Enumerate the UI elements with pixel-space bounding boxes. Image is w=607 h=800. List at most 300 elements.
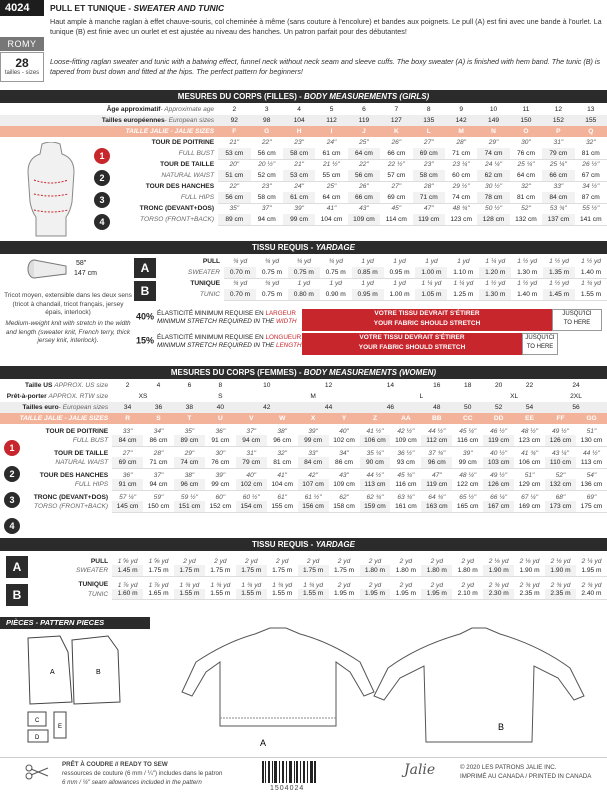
- imperial-cell: 34": [339, 449, 349, 457]
- metric-cell: 69 cm: [112, 457, 143, 468]
- imperial-cell: 44 ½": [366, 471, 384, 479]
- measurement-number-badge: 1: [94, 148, 110, 164]
- imperial-cell: 30": [215, 449, 226, 457]
- yardage-row-metric: [134, 289, 607, 300]
- imperial-cell: 2 yd: [368, 581, 382, 589]
- metric-cell: 109 cm: [348, 214, 380, 225]
- metric-cell: 107 cm: [298, 479, 329, 490]
- imperial-cell: 34": [153, 427, 164, 435]
- imperial-cell: 49 ½": [551, 427, 569, 435]
- stretch-target-box: [552, 309, 602, 331]
- eu-label: [0, 115, 218, 126]
- metric-cell: 106 cm: [514, 457, 545, 468]
- metric-cell: 104 cm: [267, 479, 298, 490]
- metric-cell: 96 cm: [174, 479, 205, 490]
- eu-size-cell: 54: [514, 402, 545, 413]
- imperial-cell: 2 yd: [214, 558, 227, 565]
- stretch-target-box: [522, 333, 558, 355]
- metric-cell: 99 cm: [298, 435, 329, 446]
- metric-cell: 1.55 m: [205, 589, 236, 600]
- imperial-cell: 22": [359, 161, 369, 169]
- metric-cell: 1.05 m: [415, 289, 447, 300]
- measurement-label-en-text: FULL BUST: [72, 437, 109, 444]
- imperial-cell: 35": [184, 427, 195, 435]
- rtw-size-cell: M: [310, 393, 316, 400]
- imperial-cell: 1 ½ yd: [517, 258, 538, 265]
- imperial-cell: 23 ¼": [452, 161, 470, 169]
- target-text-fr: JUSQU'ICI: [562, 311, 592, 317]
- metric-cell: 81 cm: [575, 148, 607, 159]
- metric-cell: 103 cm: [483, 457, 514, 468]
- metric-cell: 94 cm: [236, 435, 267, 446]
- jalie-size-cell: Z: [360, 413, 391, 424]
- measurement-row-imperial: [0, 181, 607, 192]
- metric-cell: 1.45 m: [543, 289, 575, 300]
- imperial-cell: ¾ yd: [232, 280, 248, 288]
- us-size-cell: 8: [218, 382, 223, 389]
- imperial-cell: 41 ½": [366, 427, 384, 435]
- metric-cell: 86 cm: [329, 457, 360, 468]
- imperial-cell: 1 ⅞ yd: [117, 581, 138, 589]
- imperial-cell: 48 ¾": [452, 205, 470, 213]
- yardage-label-en-text: TUNIC: [87, 590, 109, 598]
- imperial-cell: 60 ½": [242, 493, 260, 501]
- band-text-fr: VOTRE TISSU DEVRAIT S'ÉTIRER: [374, 310, 480, 317]
- imperial-cell: 2 yd: [337, 558, 351, 565]
- stretch-percent: 15%: [136, 335, 155, 346]
- barcode: [262, 761, 316, 783]
- imperial-cell: 33": [553, 183, 564, 191]
- metric-cell: 169 cm: [514, 501, 545, 512]
- metric-cell: 1.75 m: [267, 565, 298, 576]
- metric-cell: 0.85 m: [352, 267, 384, 278]
- metric-cell: 1.55 m: [575, 289, 607, 300]
- imperial-cell: 66 ¼": [490, 493, 508, 501]
- metric-cell: 1.55 m: [267, 589, 298, 600]
- imperial-cell: 65 ½": [459, 493, 477, 501]
- metric-cell: 122 cm: [452, 479, 483, 490]
- metric-cell: 1.75 m: [143, 565, 174, 576]
- imperial-cell: 26": [359, 183, 369, 191]
- imperial-cell: 38": [277, 427, 288, 435]
- metric-cell: 81 cm: [267, 457, 298, 468]
- measurement-number-badge: 3: [94, 192, 110, 208]
- imperial-cell: 1 yd: [393, 258, 406, 265]
- imperial-cell: 23": [261, 183, 272, 191]
- imperial-cell: 61 ½": [304, 493, 322, 501]
- imperial-cell: 2 yd: [461, 558, 474, 565]
- jalie-size-row: [0, 126, 607, 137]
- imperial-cell: 37 ¾": [428, 449, 446, 457]
- measurement-row-metric: [0, 170, 607, 181]
- eu-size-cell: 150: [510, 115, 542, 126]
- us-size-cell: 18: [464, 382, 472, 389]
- metric-cell: 2.10 m: [452, 589, 483, 600]
- imperial-cell: 42": [308, 471, 318, 479]
- eu-size-row: [0, 115, 607, 126]
- bar-text-fr: TISSU REQUIS -: [252, 540, 316, 549]
- eu-size-cell: 104: [283, 115, 315, 126]
- imperial-cell: 60": [215, 493, 226, 501]
- measurement-label-fr: TOUR DE POITRINE: [45, 427, 109, 435]
- imperial-cell: 45": [391, 205, 402, 213]
- piece-label-a: A: [50, 669, 55, 676]
- metric-cell: 58 cm: [251, 192, 283, 203]
- imperial-cell: 2 yd: [275, 558, 289, 565]
- stretch-line-fr: [157, 334, 302, 342]
- metric-cell: 1.75 m: [236, 565, 267, 576]
- metric-cell: 167 cm: [483, 501, 514, 512]
- rtw-size-cell: XL: [510, 393, 519, 400]
- imperial-cell: 1 ½ yd: [549, 258, 569, 265]
- eu-size-cell: 34: [112, 402, 143, 413]
- metric-cell: 0.75 m: [288, 267, 320, 278]
- metric-cell: 1.55 m: [174, 589, 205, 600]
- metric-cell: 69 cm: [380, 192, 412, 203]
- imperial-cell: 51": [524, 471, 535, 479]
- metric-cell: 91 cm: [205, 435, 236, 446]
- measurement-label: [0, 159, 218, 170]
- imperial-cell: 2 yd: [399, 558, 413, 565]
- imperial-cell: 52": [521, 205, 531, 213]
- sizes-count-label: tailles - sizes: [4, 70, 40, 76]
- imperial-cell: 22": [261, 139, 272, 146]
- view-letter-badge: A: [6, 556, 28, 578]
- rtw-size-cell: S: [218, 393, 223, 400]
- eu-label-fr: Tailles européennes: [101, 117, 165, 124]
- metric-cell: 116 cm: [452, 435, 483, 446]
- metric-cell: 1.80 m: [421, 565, 452, 576]
- metric-cell: 158 cm: [329, 501, 360, 512]
- girls-measurements-table: [0, 104, 607, 226]
- imperial-cell: 40 ½": [490, 449, 508, 457]
- imperial-cell: 20 ½": [258, 161, 276, 169]
- pattern-pieces-header: PIÈCES - PATTERN PIECES: [0, 617, 150, 629]
- imperial-cell: 68": [555, 493, 566, 501]
- jalie-size-cell: L: [413, 126, 445, 137]
- imperial-cell: 1 yd: [329, 280, 342, 288]
- imperial-cell: 2 ¼ yd: [581, 558, 602, 565]
- stretch-fr-2: LONGUEUR: [265, 334, 302, 341]
- imperial-cell: 36 ½": [397, 449, 415, 457]
- metric-cell: 61 cm: [315, 148, 347, 159]
- metric-cell: 1.80 m: [452, 565, 483, 576]
- metric-cell: 84 cm: [112, 435, 143, 446]
- metric-cell: 1.90 m: [514, 565, 545, 576]
- imperial-cell: 43 ¼": [551, 449, 569, 457]
- imperial-cell: 33": [122, 427, 133, 435]
- imperial-cell: 46 ½": [490, 427, 508, 435]
- girls-yardage-table: [134, 256, 607, 301]
- imperial-cell: 41": [277, 471, 288, 479]
- metric-cell: 0.70 m: [224, 289, 256, 300]
- measurement-row-metric: [0, 148, 607, 159]
- yardage-label-fr: TUNIQUE: [190, 280, 221, 287]
- band-text-en: YOUR FABRIC SHOULD STRETCH: [373, 320, 481, 327]
- metric-cell: 56 cm: [251, 148, 283, 159]
- metric-cell: 1.20 m: [479, 267, 511, 278]
- imperial-cell: 1 yd: [361, 258, 374, 265]
- measurement-row-metric: [0, 435, 607, 446]
- piece-label-b: B: [96, 669, 101, 676]
- age-cell: 12: [554, 106, 563, 113]
- eu-size-cell: 149: [477, 115, 509, 126]
- fabric-width-cm: 147 cm: [74, 270, 97, 277]
- metric-cell: 0.75 m: [256, 267, 288, 278]
- age-cell: 9: [459, 106, 463, 113]
- metric-cell: 1.35 m: [543, 267, 575, 278]
- metric-cell: 175 cm: [576, 501, 607, 512]
- eu-size-cell: 44: [298, 402, 360, 413]
- imperial-cell: 1 ⅝ yd: [148, 558, 169, 565]
- metric-cell: 150 cm: [143, 501, 174, 512]
- stretch-percent: 40%: [136, 311, 155, 322]
- measurement-row-imperial: [0, 468, 607, 479]
- eu-size-cell: 48: [421, 402, 452, 413]
- stretch-line-en: [157, 318, 297, 326]
- measurement-label-en-text: NATURAL WAIST: [55, 459, 109, 466]
- imperial-cell: 21": [229, 139, 240, 146]
- jalie-size-cell: J: [348, 126, 380, 137]
- bar-text-fr: MESURES DU CORPS (FILLES) -: [177, 92, 305, 101]
- us-size-row: [0, 380, 607, 391]
- eu-size-cell: 152: [542, 115, 574, 126]
- imperial-cell: 37": [261, 205, 272, 213]
- jalie-size-cell: T: [174, 413, 205, 424]
- us-size-cell: 12: [324, 382, 333, 389]
- metric-cell: 58 cm: [283, 148, 315, 159]
- imperial-cell: 2 ⅛ yd: [550, 558, 571, 565]
- imperial-cell: 2 ⅛ yd: [488, 558, 509, 565]
- imperial-cell: 2 ¾ yd: [550, 581, 571, 589]
- imperial-cell: 2 yd: [368, 558, 382, 565]
- stretch-en-2: WIDTH: [275, 318, 297, 325]
- imperial-cell: 2 yd: [430, 581, 444, 589]
- jalie-size-cell: W: [267, 413, 298, 424]
- eu-size-cell: 40: [205, 402, 236, 413]
- imperial-cell: 48 ½": [521, 427, 539, 435]
- jalie-size-cell: O: [510, 126, 542, 137]
- jalie-size-cell: M: [445, 126, 477, 137]
- metric-cell: 104 cm: [315, 214, 347, 225]
- yardage-row-imperial: [0, 576, 607, 589]
- metric-cell: 114 cm: [380, 214, 412, 225]
- jalie-size-cell: GG: [576, 413, 607, 424]
- women-yardage-bar: [0, 538, 607, 551]
- metric-cell: 137 cm: [542, 214, 574, 225]
- bar-text-fr: TISSU REQUIS -: [252, 243, 316, 252]
- imperial-cell: 21 ½": [323, 161, 341, 169]
- stretch-text: [157, 310, 297, 326]
- imperial-cell: 32": [277, 449, 288, 457]
- measurement-label-fr: TOUR DE POITRINE: [151, 139, 215, 146]
- measurement-row-imperial: [0, 137, 607, 148]
- metric-cell: 132 cm: [510, 214, 542, 225]
- imperial-cell: 36": [215, 427, 226, 435]
- imperial-cell: 43": [359, 205, 369, 213]
- metric-cell: 163 cm: [421, 501, 452, 512]
- imperial-cell: 1 ½ yd: [485, 280, 506, 288]
- metric-cell: 96 cm: [421, 457, 452, 468]
- imperial-cell: 28": [423, 183, 434, 191]
- jalie-size-cell: FF: [545, 413, 576, 424]
- imperial-cell: 2 ¾ yd: [519, 581, 540, 589]
- title-fr: PULL ET TUNIQUE -: [50, 3, 134, 13]
- metric-cell: 2.35 m: [514, 589, 545, 600]
- imperial-cell: 1 ½ yd: [549, 280, 569, 288]
- metric-cell: 1.55 m: [236, 589, 267, 600]
- yardage-row-imperial: [0, 553, 607, 565]
- imperial-cell: 2 yd: [399, 581, 413, 589]
- imperial-cell: 69": [586, 493, 597, 501]
- imperial-cell: 1 ¼ yd: [453, 280, 474, 288]
- jalie-size-cell: EE: [514, 413, 545, 424]
- metric-cell: 110 cm: [545, 457, 576, 468]
- metric-cell: 102 cm: [236, 479, 267, 490]
- metric-cell: 69 cm: [413, 148, 445, 159]
- measurement-label-fr: TOUR DES HANCHES: [145, 183, 215, 190]
- imperial-cell: 44 ½": [582, 449, 600, 457]
- imperial-cell: 29 ½": [452, 183, 470, 191]
- us-size-cell: 6: [187, 382, 192, 389]
- metric-cell: 53 cm: [218, 148, 250, 159]
- measurement-number-badge: 3: [4, 492, 20, 508]
- age-cell: 2: [232, 106, 237, 113]
- us-size-cell: 22: [525, 382, 534, 389]
- imperial-cell: 1 ¾ yd: [303, 581, 324, 589]
- stretch-requirement: [136, 310, 297, 326]
- imperial-cell: 27": [423, 139, 434, 146]
- measurement-number-badge: 4: [4, 518, 20, 534]
- imperial-cell: 1 ¾ yd: [179, 581, 200, 589]
- jalie-size-cell: V: [236, 413, 267, 424]
- imperial-cell: ¾ yd: [296, 258, 311, 265]
- piece-label-e: D: [35, 735, 40, 741]
- metric-cell: 79 cm: [542, 148, 574, 159]
- imperial-cell: 28": [456, 139, 466, 146]
- imperial-cell: 1 yd: [297, 280, 311, 288]
- imperial-cell: 1 ¾ yd: [210, 581, 231, 589]
- metric-cell: 78 cm: [477, 192, 509, 203]
- imperial-cell: 1 yd: [457, 258, 470, 265]
- imperial-cell: 59": [153, 493, 164, 501]
- imperial-cell: 48 ¼": [459, 471, 477, 479]
- metric-cell: 62 cm: [477, 170, 509, 181]
- yardage-row-imperial: [134, 278, 607, 289]
- measurement-label: [0, 181, 218, 192]
- imperial-cell: 39": [215, 471, 226, 479]
- jalie-size-cell: U: [205, 413, 236, 424]
- metric-cell: 52 cm: [251, 170, 283, 181]
- eu-label-en: - European sizes: [164, 117, 215, 124]
- us-size-cell: 2: [125, 382, 130, 389]
- eu-size-cell: 155: [575, 115, 607, 126]
- imperial-cell: 31": [246, 449, 257, 457]
- imperial-cell: 62": [339, 493, 349, 501]
- metric-cell: 1.40 m: [575, 267, 607, 278]
- age-cell: 5: [329, 106, 334, 113]
- measurement-number-badge: 2: [4, 466, 20, 482]
- measurement-row-imperial: [0, 490, 607, 501]
- age-cell: 7: [394, 106, 399, 113]
- imperial-cell: 1 ⅝ yd: [117, 558, 138, 565]
- yardage-label-en-text: SWEATER: [187, 269, 221, 276]
- metric-cell: 96 cm: [267, 435, 298, 446]
- metric-cell: 0.75 m: [320, 267, 352, 278]
- jalie-size-label: TAILLE JALIE - JALIE SIZES: [0, 126, 218, 137]
- yardage-row-metric: [0, 589, 607, 600]
- imperial-cell: 28": [153, 449, 164, 457]
- jalie-size-cell: P: [542, 126, 574, 137]
- imperial-cell: 64 ¾": [428, 493, 446, 501]
- imperial-cell: 39": [294, 205, 304, 213]
- imperial-cell: 25 ¼": [549, 161, 567, 169]
- scissors-icon: [24, 764, 50, 780]
- imperial-cell: ¾ yd: [328, 258, 343, 265]
- imperial-cell: 55 ½": [582, 205, 600, 213]
- piece-label-c: C: [35, 718, 40, 724]
- jalie-size-cell: H: [283, 126, 315, 137]
- metric-cell: 112 cm: [421, 435, 452, 446]
- imperial-cell: 22 ½": [387, 161, 405, 169]
- stretch-text: [157, 334, 302, 350]
- imperial-cell: 42 ½": [397, 427, 415, 435]
- women-measurements-table: [0, 380, 607, 513]
- imperial-cell: 39": [308, 427, 318, 435]
- metric-cell: 123 cm: [514, 435, 545, 446]
- jalie-size-cell: DD: [483, 413, 514, 424]
- measurement-label: [0, 424, 112, 435]
- imperial-cell: 29": [184, 449, 195, 457]
- metric-cell: 1.00 m: [384, 289, 416, 300]
- women-measurements-bar: [0, 366, 607, 379]
- imperial-cell: 38": [184, 471, 195, 479]
- us-label-fr: Taille US: [25, 382, 55, 389]
- metric-cell: 102 cm: [329, 435, 360, 446]
- jalie-size-cell: X: [298, 413, 329, 424]
- metric-cell: 74 cm: [477, 148, 509, 159]
- imperial-cell: 59 ½": [180, 493, 198, 501]
- eu-size-cell: 46: [360, 402, 422, 413]
- metric-cell: 60 cm: [445, 170, 477, 181]
- metric-cell: 132 cm: [545, 479, 576, 490]
- imperial-cell: 41": [326, 205, 337, 213]
- sweater-illustration: [160, 622, 600, 754]
- footer: [0, 757, 607, 800]
- description-en: Loose-fitting raglan sweater and tunic with a batwing effect, funnel neck without neck seam and sleeve cuffs. The boxy sweater (A) is finished with hem band. The tunic (B) is tapered from bust down and fitted at the hips. The perfect pattern for beginners!: [50, 57, 601, 76]
- us-size-cell: 4: [156, 382, 161, 389]
- piece-label-d: E: [58, 724, 63, 730]
- measurement-label-en-text: FULL BUST: [178, 150, 215, 157]
- imperial-cell: 1 ⅞ yd: [148, 581, 169, 589]
- metric-cell: 109 cm: [390, 435, 421, 446]
- imperial-cell: 1 ½ yd: [581, 258, 601, 265]
- eu-size-cell: 98: [251, 115, 283, 126]
- imperial-cell: 67 ¼": [521, 493, 539, 501]
- eu-label-fr: Tailles euro: [22, 404, 59, 411]
- page-title: [50, 3, 224, 13]
- stretch-line-en: [157, 342, 302, 350]
- target-text-en: TO HERE: [526, 344, 554, 350]
- measurement-label-en-text: NATURAL WAIST: [161, 172, 215, 179]
- metric-cell: 67 cm: [575, 170, 607, 181]
- imperial-cell: 27": [391, 183, 402, 191]
- metric-cell: 0.75 m: [256, 289, 288, 300]
- sizes-count: 28: [15, 56, 29, 70]
- age-cell: 10: [489, 106, 498, 113]
- view-letter-badge: A: [134, 258, 156, 278]
- imperial-cell: 45 ¼": [459, 427, 477, 435]
